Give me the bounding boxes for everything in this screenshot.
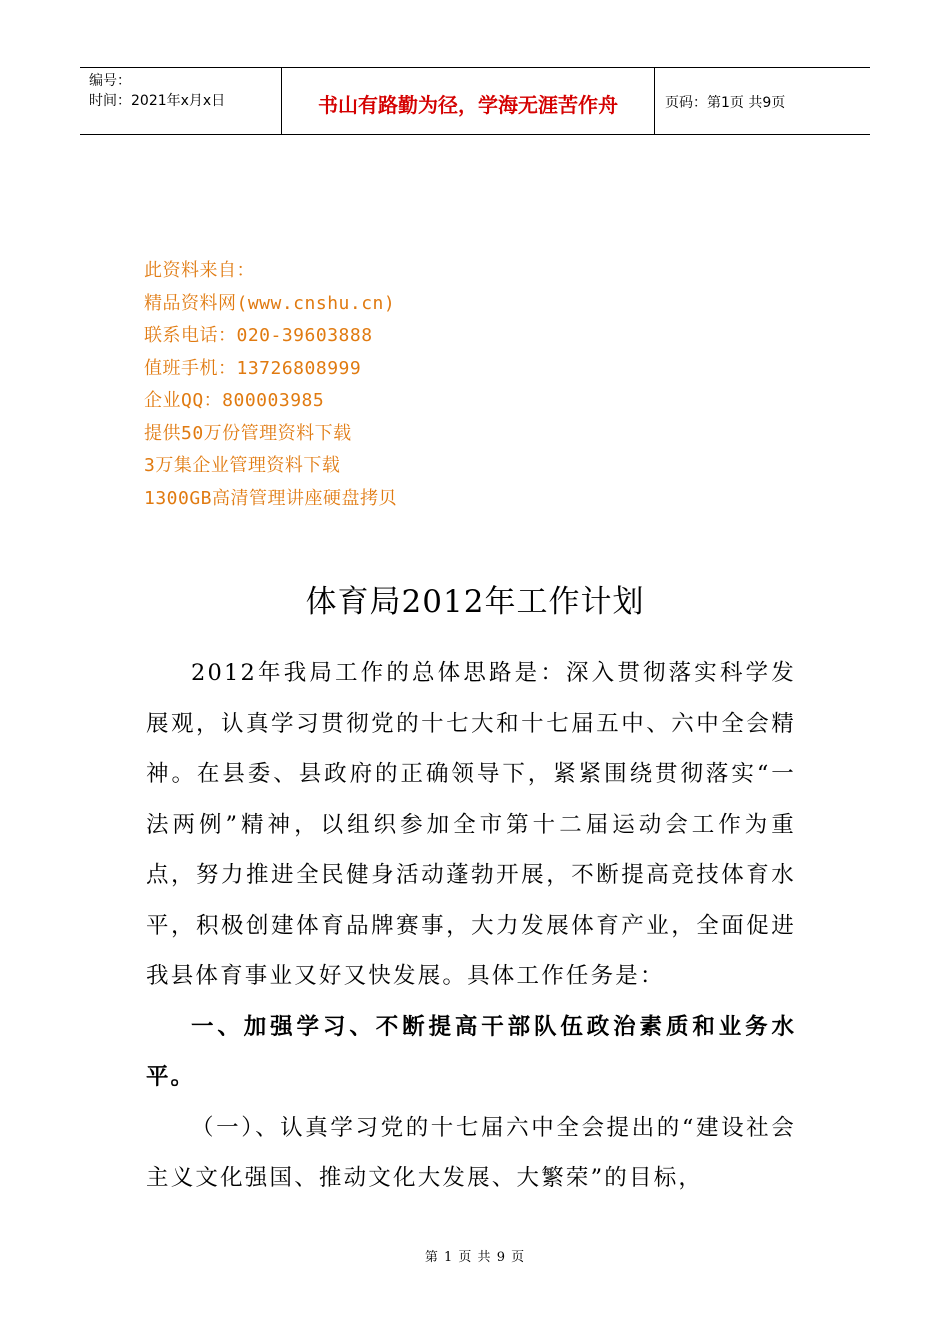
paragraph-intro: 2012年我局工作的总体思路是：深入贯彻落实科学发展观，认真学习贯彻党的十七大和十七届五中、六中全会精神。在县委、县政府的正确领导下，紧紧围绕贯彻落实“一法两例”精神，以组织参加全市第十二届运动会工作为重点，努力推进全民健身活动蓬勃开展，不断提高竞技体育水平，积极创建体育品牌赛事，大力发展体育产业，全面促进我县体育事业又好又快发展。具体工作任务是：: [146, 660, 796, 989]
document-body: [146, 648, 796, 1204]
info-line: 联系电话：020-39603888: [144, 325, 373, 346]
document-title: 体育局2012年工作计划: [305, 584, 645, 620]
header-motto: 书山有路勤为径，学海无涯苦作舟: [282, 68, 655, 134]
info-line: 提供50万份管理资料下载: [144, 422, 352, 444]
info-line: 值班手机：13726808999: [144, 357, 362, 379]
header-meta: [80, 68, 282, 134]
page-footer: 第 1 页 共 9 页: [424, 1250, 526, 1265]
section-heading-1: 一、加强学习、不断提高干部队伍政治素质和业务水平。: [146, 1013, 796, 1090]
info-line: 企业QQ：800003985: [144, 390, 325, 411]
document-header: [80, 67, 870, 135]
info-line: 1300GB高清管理讲座硬盘拷贝: [144, 487, 398, 509]
serial-label: 编号：: [89, 73, 131, 89]
header-page-info: 页码：第1页 共9页: [665, 95, 786, 111]
info-line: 3万集企业管理资料下载: [144, 455, 341, 476]
info-line: 精品资料网(www.cnshu.cn): [144, 292, 396, 314]
source-info-block: [144, 255, 397, 515]
paragraph-subsection-1: （一）、认真学习党的十七届六中全会提出的“建设社会主义文化强国、推动文化大发展、大繁荣”的目标，: [146, 1114, 796, 1191]
info-line: 此资料来自：: [144, 260, 255, 281]
time-label: 时间：2021年x月x日: [89, 93, 226, 109]
